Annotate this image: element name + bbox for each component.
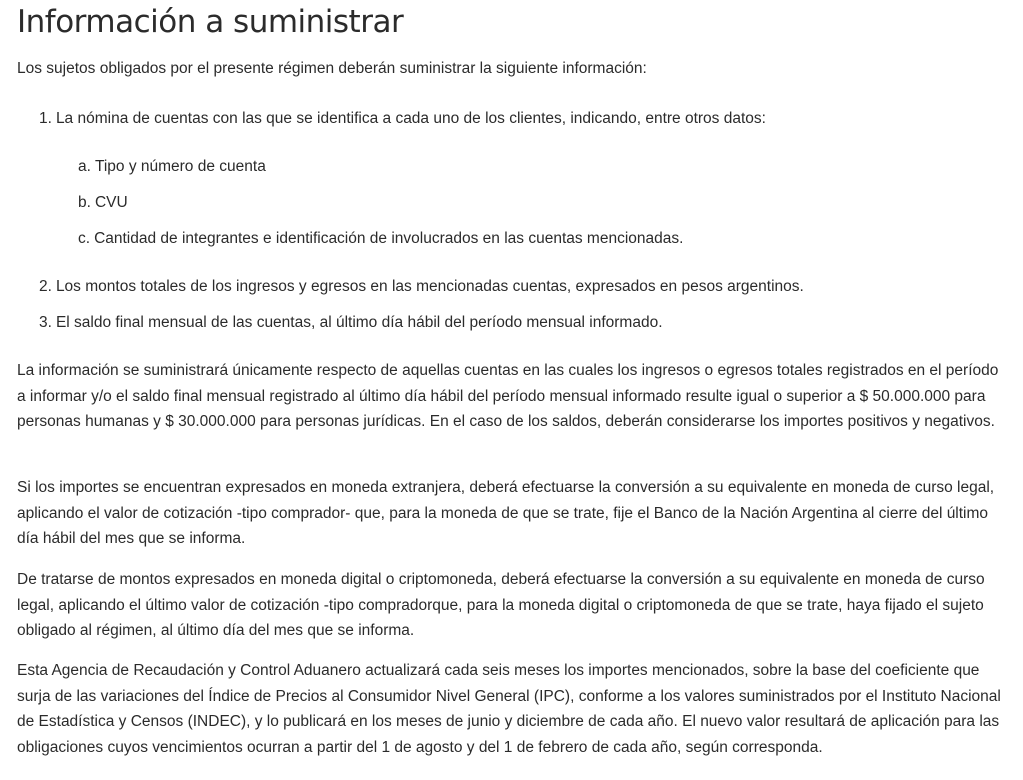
sub-letter: b. <box>78 194 91 211</box>
sub-item-a <box>78 158 266 176</box>
paragraph-update: Esta Agencia de Recaudación y Control Aduanero actualizará cada seis meses los importes mencionados, sobre la base del coeficiente que surja de las variaciones del Índice de Precios al Consumidor Nivel General (IPC), conforme a los valores suministrados por el Instituto Nacional de Estadística y Censos (INDEC), y lo publicará en los meses de junio y diciembre de cada año. El nuevo valor resultará de aplicación para las obligaciones cuyos vencimientos ocurran a partir del 1 de agosto y del 1 de febrero de cada año, según corresponda. <box>17 662 1001 756</box>
sub-item-text: Tipo y número de cuenta <box>94 158 266 175</box>
sub-item-b <box>78 194 128 212</box>
list-number: 3. <box>39 314 52 331</box>
paragraph-threshold: La información se suministrará únicamente respecto de aquellas cuentas en las cuales los ingresos o egresos totales registrados en el período a informar y/o el saldo final mensual registrado al último día hábil del período mensual informado resulte igual o superior a $ 50.000.000 para personas humanas y $ 30.000.000 para personas jurídicas. En el caso de los saldos, deberán considerarse los importes positivos y negativos. <box>17 362 999 430</box>
paragraph-crypto: De tratarse de montos expresados en moneda digital o criptomoneda, deberá efectuarse la conversión a su equivalente en moneda de curso legal, aplicando el último valor de cotización -tipo compradorque, para la moneda digital o criptomoneda de que se trate, haya fijado el sujeto obligado al régimen, al último día del mes que se informa. <box>17 571 985 639</box>
list-item-text: Los montos totales de los ingresos y egresos en las mencionadas cuentas, expresados en pesos argentinos. <box>55 278 804 295</box>
sub-item-text: CVU <box>94 194 128 211</box>
list-item-1 <box>39 110 766 128</box>
paragraph-foreign-currency: Si los importes se encuentran expresados en moneda extranjera, deberá efectuarse la conversión a su equivalente en moneda de curso legal, aplicando el valor de cotización -tipo comprador- que, para la moneda de que se trate, fije el Banco de la Nación Argentina al cierre del último día hábil del mes que se informa. <box>17 479 995 547</box>
list-number: 2. <box>39 278 52 295</box>
list-item-text: La nómina de cuentas con las que se identifica a cada uno de los clientes, indicando, entre otros datos: <box>55 110 766 127</box>
intro-text: Los sujetos obligados por el presente régimen deberán suministrar la siguiente información: <box>17 60 647 77</box>
list-item-text: El saldo final mensual de las cuentas, al último día hábil del período mensual informado. <box>55 314 663 331</box>
list-number: 1. <box>39 110 52 127</box>
sub-item-c <box>78 230 683 248</box>
sub-item-text: Cantidad de integrantes e identificación de involucrados en las cuentas mencionadas. <box>94 230 684 247</box>
sub-letter: c. <box>78 230 91 247</box>
list-item-3 <box>39 314 663 332</box>
sub-letter: a. <box>78 158 91 175</box>
list-item-2 <box>39 278 804 296</box>
page-title: Información a suministrar <box>17 4 404 40</box>
